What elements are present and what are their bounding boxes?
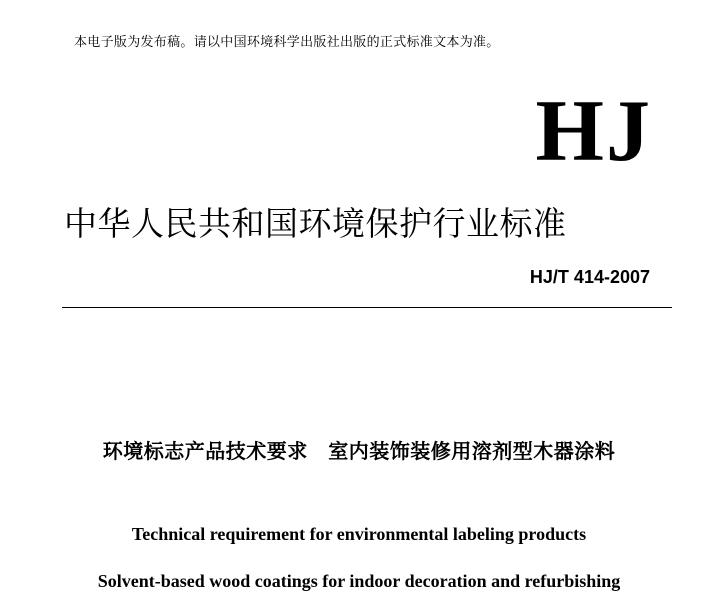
release-notice: 本电子版为发布稿。请以中国环境科学出版社出版的正式标准文本为准。 <box>74 35 500 50</box>
organization-heading: 中华人民共和国环境保护行业标准 <box>64 204 567 243</box>
hj-logo: HJ <box>535 83 652 180</box>
standard-number: HJ/T 414-2007 <box>529 267 650 287</box>
chinese-title: 环境标志产品技术要求 室内装饰装修用溶剂型木器涂料 <box>102 439 616 463</box>
english-title-line-1: Technical requirement for environmental labeling products <box>131 524 587 544</box>
english-title-line-2: Solvent-based wood coatings for indoor decoration and refurbishing <box>97 571 621 591</box>
header-divider <box>62 307 672 308</box>
